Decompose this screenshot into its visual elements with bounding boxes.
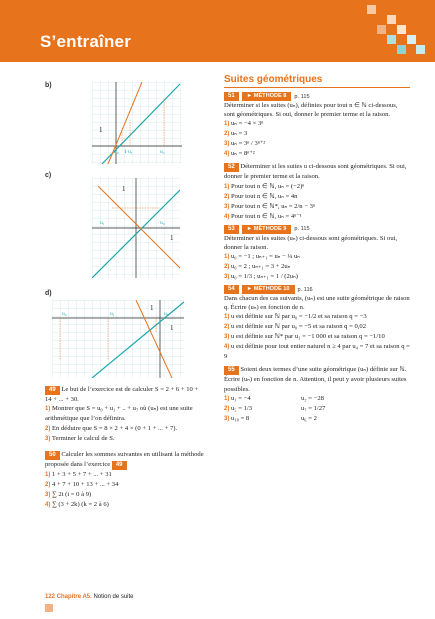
decor-square bbox=[416, 45, 425, 54]
list-item: 2) u₀ = 2 ; uₙ₊₁ = 3 + 2uₙ bbox=[224, 263, 291, 271]
list-item: 1) 1 + 3 + 5 + 7 + ... + 31 bbox=[45, 471, 112, 479]
section-title: Suites géométriques bbox=[224, 74, 410, 88]
exercise-55 bbox=[224, 365, 410, 423]
list-item: 3) ∑ 2i (i = 0 à 9) bbox=[45, 491, 92, 499]
exercise-50 bbox=[45, 450, 205, 470]
decor-square bbox=[397, 45, 406, 54]
list-item: 1) u est définie sur ℕ par u₀ = −1/2 et sa raison q = −3 bbox=[224, 313, 367, 321]
list-item: 3) Pour tout n ∈ ℕ*, uₙ = 2/n − 3ⁿ bbox=[224, 202, 315, 210]
term-label-u1: 1 u₁ bbox=[124, 149, 133, 155]
list-item: 2) 4 + 7 + 10 + 13 + ... + 34 bbox=[45, 481, 119, 489]
list-item: 2) u est définie sur ℕ par u₀ = −5 et sa raison q = 0,02 bbox=[224, 323, 367, 331]
exercise-statement: Soient deux termes d’une suite géométrique (uₙ) définie sur ℕ. Écrire (uₙ) en fonction de n. Attention, il peut y avoir plusieurs suites possibles. bbox=[224, 366, 407, 393]
figure-label-c: c) bbox=[45, 172, 52, 179]
exercise-reference[interactable]: 49 bbox=[112, 461, 127, 470]
page-footer bbox=[45, 594, 134, 600]
method-link[interactable]: ► MÉTHODE 8 bbox=[242, 92, 292, 101]
list-item: 4) uₙ = 8ⁿ⁺² bbox=[224, 150, 255, 158]
exercise-54 bbox=[224, 285, 410, 362]
list-item: 2) Pour tout n ∈ ℕ, uₙ = 4n bbox=[224, 192, 298, 200]
figure-label-b: b) bbox=[45, 82, 52, 89]
term-label-u1: u₁ bbox=[100, 220, 105, 226]
exercise-number: 55 bbox=[224, 366, 239, 375]
exercise-statement: Déterminer si les suites (uₙ) ci-dessous sont géométriques. Si oui, donner la raison. bbox=[224, 234, 398, 251]
figure-label-d: d) bbox=[45, 290, 52, 297]
list-item: 1) Montrer que S = u₀ + u₁ + .. + u₇ où (uₙ) est une suite arithmétique que l’on définira. bbox=[45, 405, 193, 423]
list-item: 2) En déduire que S = 8 × 2 + 4 × (0 + 1 + ... + 7). bbox=[45, 425, 178, 433]
graph-d bbox=[52, 300, 184, 378]
page-number: 122 bbox=[45, 594, 56, 600]
decor-square bbox=[377, 25, 386, 34]
exercise-number: 49 bbox=[45, 386, 60, 395]
footer-decor-square bbox=[45, 604, 53, 612]
page-reference: p. 115 bbox=[294, 226, 310, 233]
term-label-u0: u₀ bbox=[114, 149, 119, 155]
exercise-statement: Dans chacun des cas suivants, (uₙ) est une suite géométrique de raison q. Écrire (uₙ) en fonction de n. bbox=[224, 295, 410, 312]
term-label-u1: u₁ bbox=[110, 311, 115, 317]
decor-square bbox=[407, 35, 416, 44]
method-link[interactable]: ► MÉTHODE 9 bbox=[242, 225, 292, 234]
list-item: 1) Pour tout n ∈ ℕ, uₙ = (−2)ⁿ bbox=[224, 182, 305, 190]
decor-square bbox=[367, 5, 376, 14]
decor-square bbox=[387, 35, 396, 44]
exercise-number: 53 bbox=[224, 225, 239, 234]
axis-label-one-top: 1 bbox=[122, 185, 126, 193]
exercise-52 bbox=[224, 162, 410, 221]
exercise-49 bbox=[45, 385, 205, 510]
list-item: 3) u est définie sur ℕ* par u₁ = −1 000 et sa raison q = −1/10 bbox=[224, 333, 385, 341]
list-item: 2) uₙ = 3 bbox=[224, 130, 248, 138]
exercise-statement: Le but de l’exercice est de calculer S = 2 + 6 + 10 + 14 + ... + 30. bbox=[45, 386, 199, 403]
graph-b bbox=[92, 82, 182, 164]
method-link[interactable]: ► MÉTHODE 10 bbox=[242, 285, 295, 294]
list-item: 1) u₁ = −4 u₂ = −28 bbox=[224, 394, 324, 402]
chapter-label: Chapitre A5. bbox=[56, 594, 92, 600]
exercise-number: 50 bbox=[45, 451, 60, 460]
axis-label-one-right: 1 bbox=[170, 234, 174, 242]
list-item: 3) u₀ = 1/3 ; uₙ₊₁ = 1 / (2uₙ) bbox=[224, 273, 298, 281]
list-item: 4) u est définie pour tout entier naturel n ≥ 4 par u₄ = 7 et sa raison q = 9 bbox=[224, 343, 410, 361]
exercise-number: 51 bbox=[224, 92, 239, 101]
axis-label-one-top: 1 bbox=[150, 304, 154, 312]
exercise-53 bbox=[224, 225, 410, 282]
graph-c bbox=[92, 178, 180, 278]
list-item: 3) Terminer le calcul de S. bbox=[45, 435, 115, 443]
term-label-u0: u₀ bbox=[160, 220, 165, 226]
axis-label-one-right: 1 bbox=[170, 324, 174, 332]
right-column bbox=[224, 74, 410, 424]
list-item: 1) u₀ = −1 ; uₙ₊₁ = uₙ − ¼ uₙ bbox=[224, 253, 300, 261]
list-item: 1) uₙ = −4 × 3ⁿ bbox=[224, 120, 264, 128]
exercise-statement: Calculer les sommes suivantes en utilisant la méthode proposée dans l’exercice bbox=[45, 451, 204, 469]
term-label-u2: u₂ bbox=[62, 311, 67, 317]
decor-square bbox=[397, 25, 406, 34]
term-label-u2: u₂ bbox=[160, 149, 165, 155]
exercise-51 bbox=[224, 92, 410, 159]
chapter-title: Notion de suite bbox=[93, 594, 134, 600]
list-item: 3) u₁₀ = 8 u₆ = 2 bbox=[224, 414, 317, 422]
chapter-header bbox=[0, 0, 435, 62]
list-item: 4) ∑ (3 + 2k) (k = 2 à 6) bbox=[45, 501, 109, 509]
exercise-statement: Déterminer si les suites u ci-dessous sont géométriques. Si oui, donner le premier terme et la raison. bbox=[224, 163, 407, 181]
term-label-u0: u₀ bbox=[164, 311, 169, 317]
page-reference: p. 116 bbox=[297, 286, 313, 293]
list-item: 3) uₙ = 3ⁿ / 3ⁿ⁺² bbox=[224, 140, 266, 148]
page-reference: p. 115 bbox=[294, 93, 310, 100]
page-title: S’entraîner bbox=[40, 32, 132, 51]
exercise-statement: Déterminer si les suites (uₙ), définies pour tout n ∈ ℕ ci-dessous, sont géométriques. Si oui, donner le premier terme et la raison. bbox=[224, 102, 398, 119]
list-item: 2) u₅ = 1/3 u₇ = 1/27 bbox=[224, 404, 326, 412]
list-item: 4) Pour tout n ∈ ℕ, uₙ = 4ⁿ⁻¹ bbox=[224, 212, 302, 220]
exercise-number: 52 bbox=[224, 163, 239, 172]
exercise-number: 54 bbox=[224, 285, 239, 294]
decor-square bbox=[387, 15, 396, 24]
axis-label-one: 1 bbox=[99, 126, 103, 134]
